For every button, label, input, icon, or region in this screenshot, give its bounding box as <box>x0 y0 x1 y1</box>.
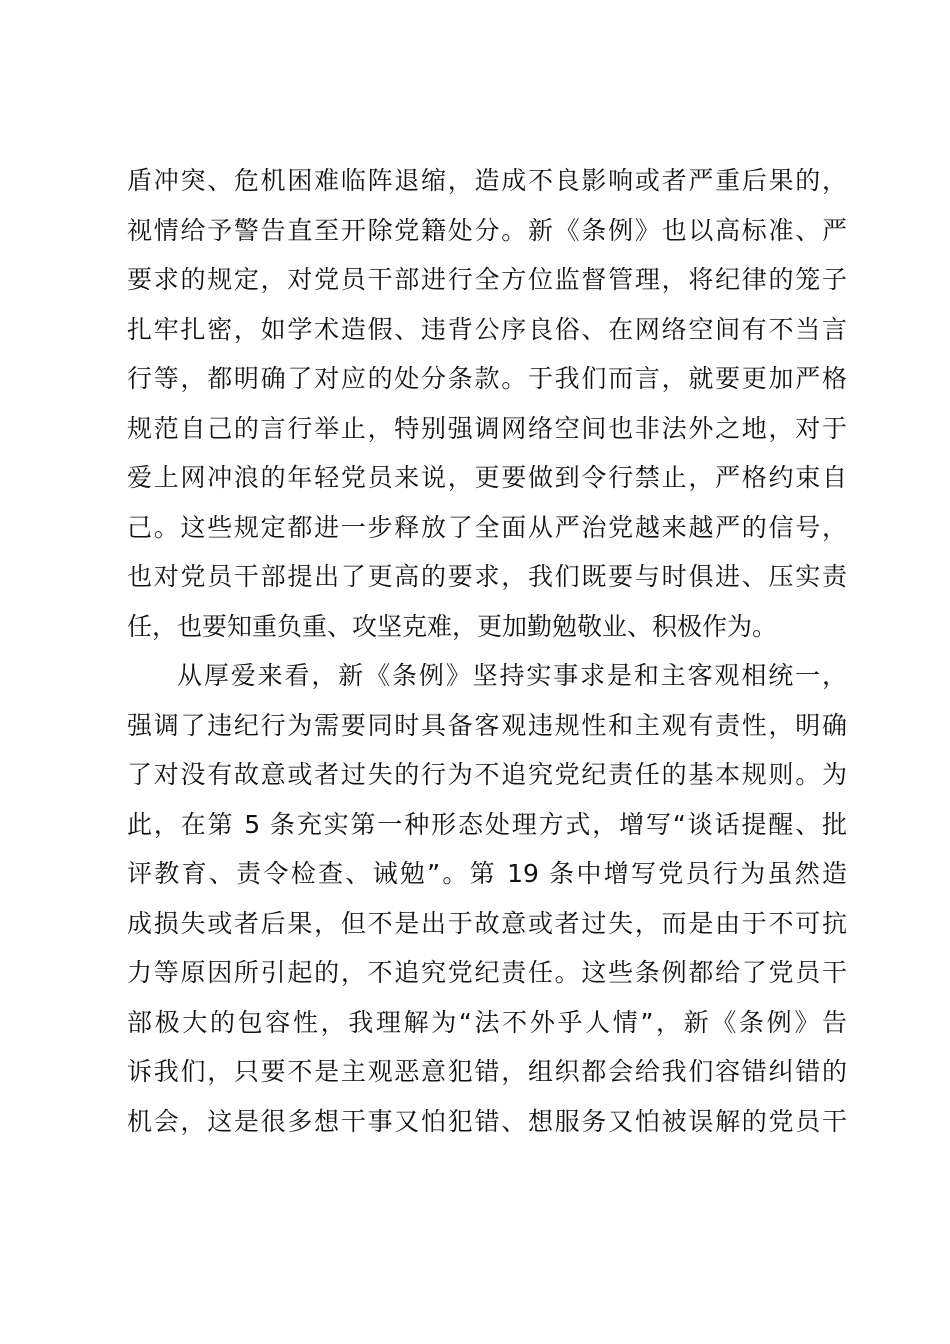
paragraph-line: 行等，都明确了对应的处分条款。于我们而言，就要更加严格 <box>127 364 847 393</box>
paragraph-line: 盾冲突、危机困难临阵退缩，造成不良影响或者严重后果的， <box>127 166 847 195</box>
paragraph-line: 要求的规定，对党员干部进行全方位监督管理，将纪律的笼子 <box>127 265 847 294</box>
paragraph-2 <box>127 651 847 1146</box>
paragraph-1 <box>127 156 847 651</box>
document-body <box>127 156 847 1146</box>
paragraph-line: 评教育、责令检查、诫勉”。第 19 条中增写党员行为虽然造 <box>127 859 847 888</box>
paragraph-line: 视情给予警告直至开除党籍处分。新《条例》也以高标准、严 <box>127 215 847 245</box>
paragraph-line: 力等原因所引起的，不追究党纪责任。这些条例都给了党员干 <box>127 958 847 987</box>
paragraph-line: 了对没有故意或者过失的行为不追究党纪责任的基本规则。为 <box>127 760 847 789</box>
paragraph-line: 此，在第 5 条充实第一种形态处理方式，增写“谈话提醒、批 <box>127 809 847 839</box>
paragraph-line: 机会，这是很多想干事又怕犯错、想服务又怕被误解的党员干 <box>127 1106 847 1136</box>
paragraph-line: 诉我们，只要不是主观恶意犯错，组织都会给我们容错纠错的 <box>127 1057 847 1086</box>
paragraph-line: 强调了违纪行为需要同时具备客观违规性和主观有责性，明确 <box>127 710 847 740</box>
paragraph-line: 扎牢扎密，如学术造假、违背公序良俗、在网络空间有不当言 <box>127 314 847 344</box>
paragraph-line: 成损失或者后果，但不是出于故意或者过失，而是由于不可抗 <box>127 908 847 938</box>
paragraph-line: 任，也要知重负重、攻坚克难，更加勤勉敬业、积极作为。 <box>127 611 778 641</box>
paragraph-line: 也对党员干部提出了更高的要求，我们既要与时俱进、压实责 <box>127 562 847 591</box>
paragraph-line: 规范自己的言行举止，特别强调网络空间也非法外之地，对于 <box>127 413 847 443</box>
paragraph-line: 从厚爱来看，新《条例》坚持实事求是和主客观相统一， <box>177 661 847 690</box>
paragraph-line: 部极大的包容性，我理解为“法不外乎人情”，新《条例》告 <box>127 1007 847 1037</box>
paragraph-line: 己。这些规定都进一步释放了全面从严治党越来越严的信号， <box>127 512 847 542</box>
paragraph-line: 爱上网冲浪的年轻党员来说，更要做到令行禁止，严格约束自 <box>127 463 847 492</box>
